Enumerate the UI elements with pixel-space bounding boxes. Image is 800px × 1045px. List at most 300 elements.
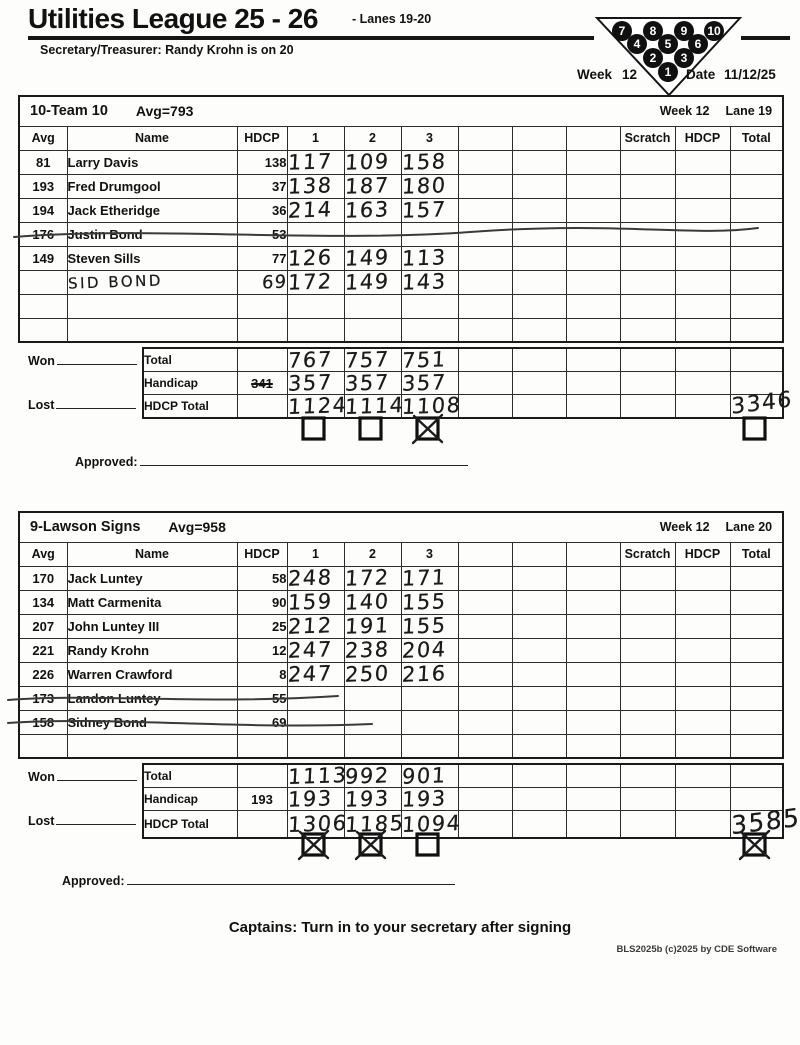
player-name [67, 294, 237, 318]
software-credit: BLS2025b (c)2025 by CDE Software [616, 944, 777, 955]
totals-label: Total [143, 764, 237, 788]
total-cell [730, 174, 783, 198]
player-name: Landon Luntey [67, 686, 237, 710]
column-header-row [19, 542, 783, 566]
score-checkbox [354, 412, 388, 446]
team-title-inner [20, 103, 782, 119]
game-score-cell [401, 710, 458, 734]
empty-cell [620, 764, 675, 788]
game-score-cell [401, 174, 458, 198]
game-score-cell [401, 734, 458, 758]
total-cell [730, 270, 783, 294]
game-score-cell [344, 710, 401, 734]
svg-text:4: 4 [633, 37, 641, 51]
empty-cell [566, 614, 620, 638]
empty-cell [458, 566, 512, 590]
game-score-cell [287, 590, 344, 614]
column-header [512, 126, 566, 150]
scratch-cell [620, 734, 675, 758]
handwritten-value: 1113 [286, 762, 348, 790]
player-name: Justin Bond [67, 222, 237, 246]
game-score-cell [344, 246, 401, 270]
player-avg [19, 734, 67, 758]
empty-cell [620, 372, 675, 395]
game-score-cell [401, 270, 458, 294]
lost-field [28, 396, 136, 412]
player-row [19, 566, 783, 590]
handwritten-value: 250 [343, 661, 390, 687]
player-hdcp: 36 [237, 198, 287, 222]
player-hdcp: 77 [237, 246, 287, 270]
empty-cell [458, 811, 512, 839]
printed-handicap-value: 193 [251, 791, 273, 807]
player-name: Matt Carmenita [67, 590, 237, 614]
empty-cell [458, 710, 512, 734]
svg-text:6: 6 [694, 37, 702, 51]
empty-cell [458, 372, 512, 395]
empty-cell [512, 294, 566, 318]
game-score-cell [401, 318, 458, 342]
captains-note: Captains: Turn in to your secretary after signing [228, 919, 572, 936]
handwritten-value: 212 [286, 613, 333, 639]
total-cell [730, 246, 783, 270]
player-hdcp [237, 270, 287, 294]
approved-label: Approved: [62, 874, 125, 888]
empty-cell [566, 710, 620, 734]
empty-cell [512, 174, 566, 198]
game-score-cell [344, 318, 401, 342]
totals-game-cell [401, 348, 458, 372]
empty-cell [458, 174, 512, 198]
player-row [19, 294, 783, 318]
column-header: 1 [287, 126, 344, 150]
player-hdcp: 8 [237, 662, 287, 686]
empty-cell [512, 348, 566, 372]
scratch-cell [620, 686, 675, 710]
column-header: 2 [344, 126, 401, 150]
game-score-cell [287, 686, 344, 710]
won-label: Won [28, 354, 55, 368]
totals-table [142, 347, 793, 420]
handwritten-value: SID BOND [67, 271, 163, 293]
svg-text:3: 3 [680, 51, 688, 65]
score-checkbox [411, 828, 445, 862]
column-header: Avg [19, 126, 67, 150]
empty-cell [512, 788, 566, 811]
team-name: 9-Lawson Signs [30, 519, 141, 536]
empty-cell [566, 150, 620, 174]
empty-cell [458, 348, 512, 372]
handwritten-value: 1094 [400, 810, 462, 838]
game-score-cell [401, 566, 458, 590]
handwritten-value: 247 [286, 637, 333, 663]
player-avg: 149 [19, 246, 67, 270]
handwritten-value: 143 [400, 269, 447, 295]
column-header [566, 126, 620, 150]
total-cell [730, 710, 783, 734]
handwritten-value: 751 [400, 347, 447, 373]
hdcp-total-cell [675, 150, 730, 174]
score-checkbox [738, 828, 772, 862]
player-avg: 193 [19, 174, 67, 198]
total-cell [730, 294, 783, 318]
totals-game-cell [344, 348, 401, 372]
empty-cell [566, 318, 620, 342]
player-name: Randy Krohn [67, 638, 237, 662]
player-row [19, 686, 783, 710]
handwritten-value: 204 [400, 637, 447, 663]
hdcp-total-cell [675, 198, 730, 222]
total-cell [730, 222, 783, 246]
team-average: Avg=793 [135, 103, 194, 120]
column-header: 3 [401, 126, 458, 150]
empty-cell [566, 294, 620, 318]
date-label: Date [686, 67, 716, 82]
player-name: Larry Davis [67, 150, 237, 174]
scratch-cell [620, 222, 675, 246]
player-name: Jack Luntey [67, 566, 237, 590]
date-value: 11/12/25 [724, 67, 776, 82]
empty-cell [566, 566, 620, 590]
empty-cell [458, 246, 512, 270]
empty-cell [512, 150, 566, 174]
scratch-cell [620, 198, 675, 222]
hdcp-total-cell [675, 686, 730, 710]
totals-row [143, 764, 783, 788]
pin-rack-icon [585, 12, 753, 100]
hdcp-total-cell [675, 734, 730, 758]
hdcp-total-cell [675, 638, 730, 662]
column-header [512, 542, 566, 566]
handwritten-value: 193 [286, 786, 333, 812]
player-avg: 134 [19, 590, 67, 614]
column-header: Total [730, 542, 783, 566]
empty-cell [566, 590, 620, 614]
player-row [19, 734, 783, 758]
player-avg: 173 [19, 686, 67, 710]
handwritten-value: 193 [400, 786, 447, 812]
handwritten-value: 149 [343, 269, 390, 295]
game-score-cell [344, 638, 401, 662]
total-cell [730, 614, 783, 638]
empty-cell [458, 734, 512, 758]
empty-cell [458, 395, 512, 419]
totals-printed-handicap [237, 788, 287, 811]
total-cell [730, 686, 783, 710]
handwritten-value: 3585 [730, 802, 800, 841]
team-week: Week 12 [659, 520, 710, 535]
player-hdcp [237, 734, 287, 758]
player-hdcp [237, 318, 287, 342]
game-score-cell [344, 198, 401, 222]
handwritten-value: 159 [286, 589, 333, 615]
totals-game-cell [401, 788, 458, 811]
game-score-cell [401, 638, 458, 662]
totals-row [143, 811, 783, 839]
player-hdcp: 138 [237, 150, 287, 174]
column-header: HDCP [675, 126, 730, 150]
empty-cell [458, 294, 512, 318]
lost-blank-line [56, 812, 136, 825]
approved-field [62, 872, 455, 888]
grand-total-cell [730, 764, 783, 788]
player-name: Fred Drumgool [67, 174, 237, 198]
player-row [19, 662, 783, 686]
scratch-cell [620, 614, 675, 638]
totals-game-cell [344, 372, 401, 395]
totals-game-cell [401, 764, 458, 788]
player-hdcp: 37 [237, 174, 287, 198]
column-header: Scratch [620, 542, 675, 566]
won-field [28, 768, 137, 784]
player-avg [19, 318, 67, 342]
handwritten-value: 193 [343, 786, 390, 812]
game-score-cell [287, 318, 344, 342]
player-name: Jack Etheridge [67, 198, 237, 222]
empty-cell [566, 734, 620, 758]
handwritten-value: 113 [400, 245, 447, 271]
player-row [19, 318, 783, 342]
svg-text:5: 5 [664, 37, 672, 51]
lanes-note: - Lanes 19-20 [352, 12, 432, 26]
empty-cell [458, 662, 512, 686]
game-score-cell [287, 710, 344, 734]
totals-row [143, 788, 783, 811]
total-cell [730, 318, 783, 342]
player-row [19, 638, 783, 662]
empty-cell [566, 811, 620, 839]
handwritten-value: 767 [286, 347, 333, 373]
won-field [28, 352, 137, 368]
column-header: HDCP [675, 542, 730, 566]
player-row [19, 150, 783, 174]
scratch-cell [620, 638, 675, 662]
totals-row [143, 395, 783, 419]
scratch-cell [620, 590, 675, 614]
svg-text:10: 10 [707, 24, 721, 38]
player-name [67, 318, 237, 342]
handwritten-value: 163 [343, 197, 390, 223]
totals-game-cell [287, 788, 344, 811]
empty-cell [566, 395, 620, 419]
empty-cell [675, 372, 730, 395]
player-hdcp: 55 [237, 686, 287, 710]
score-checkbox [411, 412, 445, 446]
totals-game-cell [344, 788, 401, 811]
game-score-cell [287, 294, 344, 318]
score-checkbox [738, 412, 772, 446]
team-score-table [18, 95, 784, 343]
handwritten-value: 247 [286, 661, 333, 687]
handwritten-value: 171 [400, 565, 447, 591]
lost-label: Lost [28, 398, 55, 412]
game-score-cell [401, 246, 458, 270]
scratch-cell [620, 318, 675, 342]
player-name: Warren Crawford [67, 662, 237, 686]
totals-label: HDCP Total [143, 811, 237, 839]
handwritten-value: 149 [343, 245, 390, 271]
empty-cell [512, 764, 566, 788]
player-hdcp: 25 [237, 614, 287, 638]
player-avg: 81 [19, 150, 67, 174]
team-average: Avg=958 [168, 519, 226, 536]
game-score-cell [287, 638, 344, 662]
handwritten-value: 117 [286, 149, 333, 175]
svg-text:2: 2 [649, 51, 657, 65]
empty-cell [566, 174, 620, 198]
team-title-cell [19, 512, 783, 542]
page-title: Utilities League 25 - 26 [28, 3, 318, 34]
totals-printed-handicap [237, 348, 287, 372]
empty-cell [620, 348, 675, 372]
game-score-cell [344, 566, 401, 590]
player-name [67, 270, 237, 294]
handwritten-value: 248 [286, 565, 333, 591]
total-cell [730, 734, 783, 758]
hdcp-total-cell [675, 710, 730, 734]
empty-cell [675, 348, 730, 372]
player-avg: 207 [19, 614, 67, 638]
empty-cell [512, 318, 566, 342]
team-title-row [19, 512, 783, 542]
total-cell [730, 150, 783, 174]
empty-cell [458, 222, 512, 246]
column-header [458, 542, 512, 566]
player-row [19, 174, 783, 198]
handwritten-value: 191 [343, 613, 390, 639]
empty-cell [458, 150, 512, 174]
player-hdcp: 69 [237, 710, 287, 734]
empty-cell [512, 710, 566, 734]
totals-game-cell [401, 372, 458, 395]
handwritten-value: 214 [286, 197, 333, 223]
empty-cell [566, 348, 620, 372]
game-score-cell [344, 222, 401, 246]
approved-blank-line [127, 872, 455, 885]
totals-game-cell [286, 762, 348, 790]
scratch-cell [620, 150, 675, 174]
handwritten-value: 1114 [343, 392, 405, 420]
player-row [19, 710, 783, 734]
empty-cell [512, 198, 566, 222]
player-avg: 226 [19, 662, 67, 686]
title-rule [28, 36, 594, 40]
svg-text:1: 1 [664, 65, 672, 79]
player-hdcp [237, 294, 287, 318]
empty-cell [566, 222, 620, 246]
handwritten-value: 1306 [286, 810, 348, 838]
empty-cell [512, 811, 566, 839]
grand-total-cell [730, 348, 783, 372]
column-header: HDCP [237, 542, 287, 566]
lost-field [28, 812, 136, 828]
column-header-row [19, 126, 783, 150]
scratch-cell [620, 662, 675, 686]
empty-cell [512, 246, 566, 270]
totals-printed-handicap [237, 811, 287, 839]
empty-cell [458, 638, 512, 662]
game-score-cell [401, 662, 458, 686]
hdcp-total-cell [675, 246, 730, 270]
hdcp-total-cell [675, 614, 730, 638]
score-checkbox [297, 412, 331, 446]
empty-cell [566, 270, 620, 294]
empty-cell [675, 395, 730, 419]
game-score-cell [287, 150, 344, 174]
player-avg: 221 [19, 638, 67, 662]
game-score-cell [344, 294, 401, 318]
approved-field [75, 453, 468, 469]
empty-cell [512, 372, 566, 395]
game-score-cell [344, 270, 401, 294]
empty-cell [458, 614, 512, 638]
game-score-cell [287, 270, 344, 294]
totals-row [143, 348, 783, 372]
column-header: Name [67, 542, 237, 566]
empty-cell [512, 614, 566, 638]
handwritten-value: 126 [286, 245, 333, 271]
game-score-cell [344, 174, 401, 198]
team-lane: Lane 20 [725, 520, 773, 535]
svg-text:7: 7 [618, 24, 626, 38]
player-avg [19, 294, 67, 318]
empty-cell [675, 811, 730, 839]
totals-game-cell [287, 348, 344, 372]
empty-cell [566, 638, 620, 662]
total-cell [730, 662, 783, 686]
score-checkbox [297, 828, 331, 862]
hdcp-total-cell [675, 174, 730, 198]
player-row [19, 246, 783, 270]
column-header [566, 542, 620, 566]
empty-cell [512, 222, 566, 246]
total-cell [730, 566, 783, 590]
totals-label: Total [143, 348, 237, 372]
handwritten-value: 172 [286, 269, 333, 295]
totals-row [143, 372, 783, 395]
game-score-cell [287, 222, 344, 246]
empty-cell [512, 270, 566, 294]
game-score-cell [401, 294, 458, 318]
empty-cell [512, 566, 566, 590]
empty-cell [458, 686, 512, 710]
player-hdcp: 58 [237, 566, 287, 590]
column-header: Avg [19, 542, 67, 566]
handwritten-value: 3346 [730, 387, 793, 420]
handwritten-value: 357 [343, 370, 390, 396]
empty-cell [512, 734, 566, 758]
player-row [19, 614, 783, 638]
scratch-cell [620, 174, 675, 198]
player-row [19, 270, 783, 294]
scratch-cell [620, 710, 675, 734]
player-row [19, 590, 783, 614]
lost-label: Lost [28, 814, 55, 828]
svg-text:8: 8 [649, 24, 657, 38]
game-score-cell [287, 246, 344, 270]
scratch-cell [620, 566, 675, 590]
player-avg [19, 270, 67, 294]
player-avg: 158 [19, 710, 67, 734]
svg-text:9: 9 [680, 24, 688, 38]
empty-cell [566, 372, 620, 395]
handwritten-value: 172 [343, 565, 390, 591]
player-name: Sidney Bond [67, 710, 237, 734]
game-score-cell [287, 566, 344, 590]
empty-cell [620, 788, 675, 811]
player-name: Steven Sills [67, 246, 237, 270]
totals-game-cell [344, 764, 401, 788]
